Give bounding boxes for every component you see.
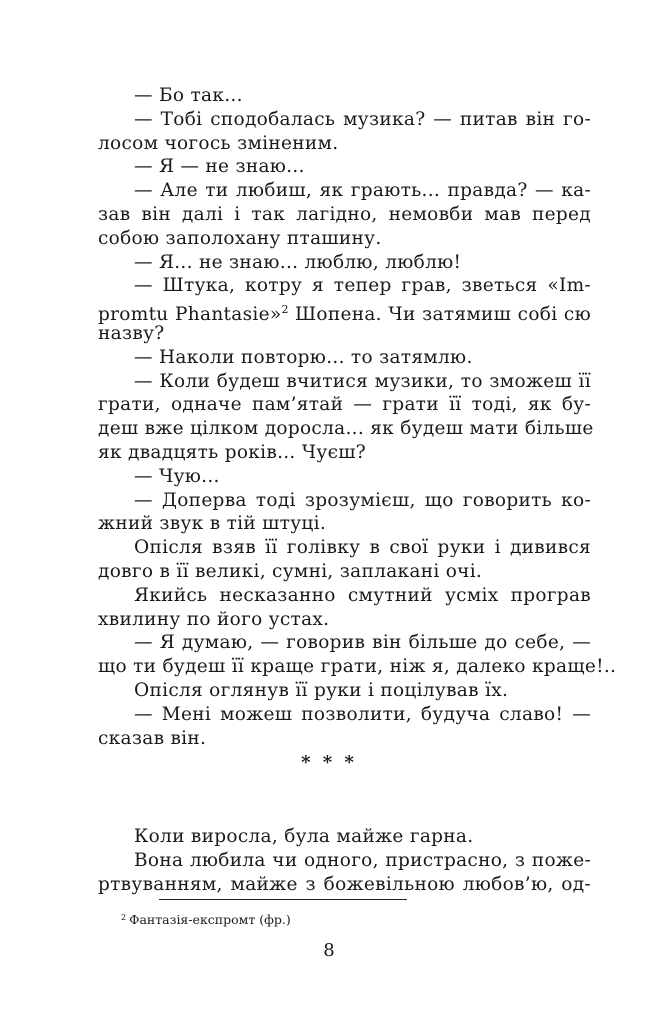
text-line: Якийсь несказанно смутний усміх програв xyxy=(134,584,591,606)
text-line: — Штука, котру я тепер грав, зветься «Im- xyxy=(134,275,591,297)
footnote-divider xyxy=(159,899,407,900)
text-line: Коли виросла, була майже гарна. xyxy=(134,826,474,847)
text-line: — Наколи повторю... то затямлю. xyxy=(134,346,473,368)
text-line: як двадцять років... Чуєш? xyxy=(98,441,366,463)
text-line: лосом чогось зміненим. xyxy=(98,132,339,154)
footnote-mark: 2 xyxy=(121,913,127,922)
text-line: Опісля взяв її голівку в свої руки і дивився xyxy=(134,537,591,559)
footnote-reference: 2 xyxy=(281,303,289,317)
main-text-block xyxy=(98,84,617,750)
text-line: Вона любила чи одного, пристрасно, з поже- xyxy=(134,849,591,871)
text-line: деш вже цілком доросла... як будеш мати більше xyxy=(98,418,594,440)
text-line: грати, одначе пам’ятай — грати її тоді, як бу- xyxy=(98,394,591,416)
page-number: 8 xyxy=(323,940,335,961)
text-line: — Я — не знаю... xyxy=(134,156,305,178)
text-line: — Бо так... xyxy=(134,85,243,106)
text-line: — Коли будеш вчитися музики, то зможеш її xyxy=(134,370,591,392)
text-line: сказав він. xyxy=(98,727,207,749)
text-line: — Я... не знаю... люблю, люблю! xyxy=(134,251,462,273)
footnote xyxy=(121,912,291,927)
text-line: назву? xyxy=(98,322,165,344)
text-line: Опісля оглянув її руки і поцілував їх. xyxy=(134,679,509,701)
text-line: promtu Phantasie»$^2$ Шопена. Чи затямиш собі сю xyxy=(98,303,591,326)
text-line: — Мені можеш позволити, будуча славо! — xyxy=(134,703,591,725)
footnote-text: Фантазія-експромт (фр.) xyxy=(129,912,291,927)
text-line: довго в її великі, сумні, заплакані очі. xyxy=(98,560,483,582)
continuation-text-block xyxy=(98,825,591,896)
text-line: зав він далі і так лагідно, немовби мав перед xyxy=(98,203,591,225)
text-line: — Я думаю, — говорив він більше до себе, — xyxy=(134,632,591,654)
text-line: — Доперва тоді зрозумієш, що говорить ко- xyxy=(134,489,591,511)
text-line: — Але ти любиш, як грають... правда? — ка- xyxy=(134,180,591,202)
text-line: хвилину по його устах. xyxy=(98,608,330,630)
section-break: * * * xyxy=(301,752,357,773)
text-line: — Чую... xyxy=(134,465,220,487)
text-line: собою заполохану пташину. xyxy=(98,227,382,249)
text-line: ртвуванням, майже з божевільною любов’ю, од- xyxy=(98,873,591,895)
text-line: жний звук в тій штуці. xyxy=(98,513,326,535)
text-line: — Тобі сподобалась музика? — питав він го- xyxy=(134,108,591,130)
text-line: що ти будеш її краще грати, ніж я, далеко краще!.. xyxy=(98,656,617,678)
